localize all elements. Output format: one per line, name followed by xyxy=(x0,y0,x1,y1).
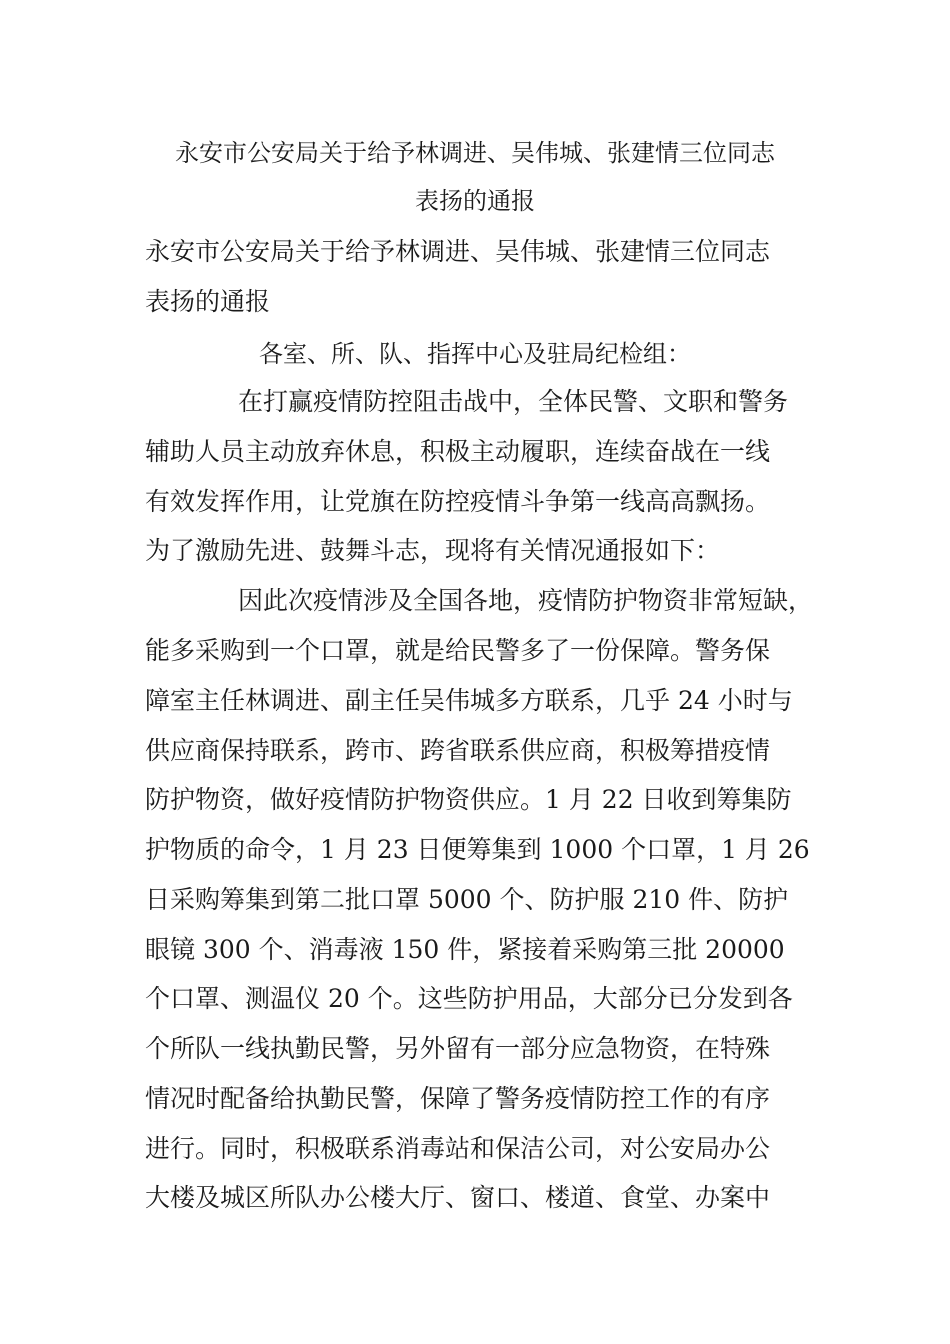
paragraph-2-line: 眼镜 300 个、消毒液 150 件，紧接着采购第三批 20000 xyxy=(145,935,785,964)
paragraph-2-line: 能多采购到一个口罩，就是给民警多了一份保障。警务保 xyxy=(145,636,771,665)
salutation: 各室、所、队、指挥中心及驻局纪检组： xyxy=(259,340,691,368)
paragraph-1-line: 在打赢疫情防控阻击战中，全体民警、文职和警务 xyxy=(238,387,789,416)
document-subtitle-line-2: 表扬的通报 xyxy=(145,287,271,316)
document-title-line-1: 永安市公安局关于给予林调进、吴伟城、张建情三位同志 xyxy=(175,139,775,167)
paragraph-1-line: 有效发挥作用，让党旗在防控疫情斗争第一线高高飘扬。 xyxy=(145,487,771,516)
paragraph-2-line: 护物质的命令，1 月 23 日便筹集到 1000 个口罩，1 月 26 xyxy=(145,835,810,864)
paragraph-2-line: 情况时配备给执勤民警，保障了警务疫情防控工作的有序 xyxy=(145,1084,771,1113)
paragraph-1-line: 为了激励先进、鼓舞斗志，现将有关情况通报如下： xyxy=(145,536,721,565)
paragraph-2-line: 个口罩、测温仪 20 个。这些防护用品，大部分已分发到各 xyxy=(145,984,793,1013)
paragraph-2-line: 个所队一线执勤民警，另外留有一部分应急物资，在特殊 xyxy=(145,1034,771,1063)
paragraph-2-line: 防护物资，做好疫情防护物资供应。1 月 22 日收到筹集防 xyxy=(145,785,792,814)
paragraph-2-line: 障室主任林调进、副主任吴伟城多方联系，几乎 24 小时与 xyxy=(145,686,793,715)
paragraph-2-line: 大楼及城区所队办公楼大厅、窗口、楼道、食堂、办案中 xyxy=(145,1183,771,1212)
paragraph-2-line: 进行。同时，积极联系消毒站和保洁公司，对公安局办公 xyxy=(145,1134,771,1163)
paragraph-2-line: 因此次疫情涉及全国各地，疫情防护物资非常短缺， xyxy=(238,586,814,615)
document-subtitle-line-1: 永安市公安局关于给予林调进、吴伟城、张建情三位同志 xyxy=(145,237,771,266)
document-title-line-2: 表扬的通报 xyxy=(415,187,535,215)
paragraph-2-line: 日采购筹集到第二批口罩 5000 个、防护服 210 件、防护 xyxy=(145,885,789,914)
paragraph-2-line: 供应商保持联系，跨市、跨省联系供应商，积极筹措疫情 xyxy=(145,736,771,765)
paragraph-1-line: 辅助人员主动放弃休息，积极主动履职，连续奋战在一线 xyxy=(145,437,771,466)
